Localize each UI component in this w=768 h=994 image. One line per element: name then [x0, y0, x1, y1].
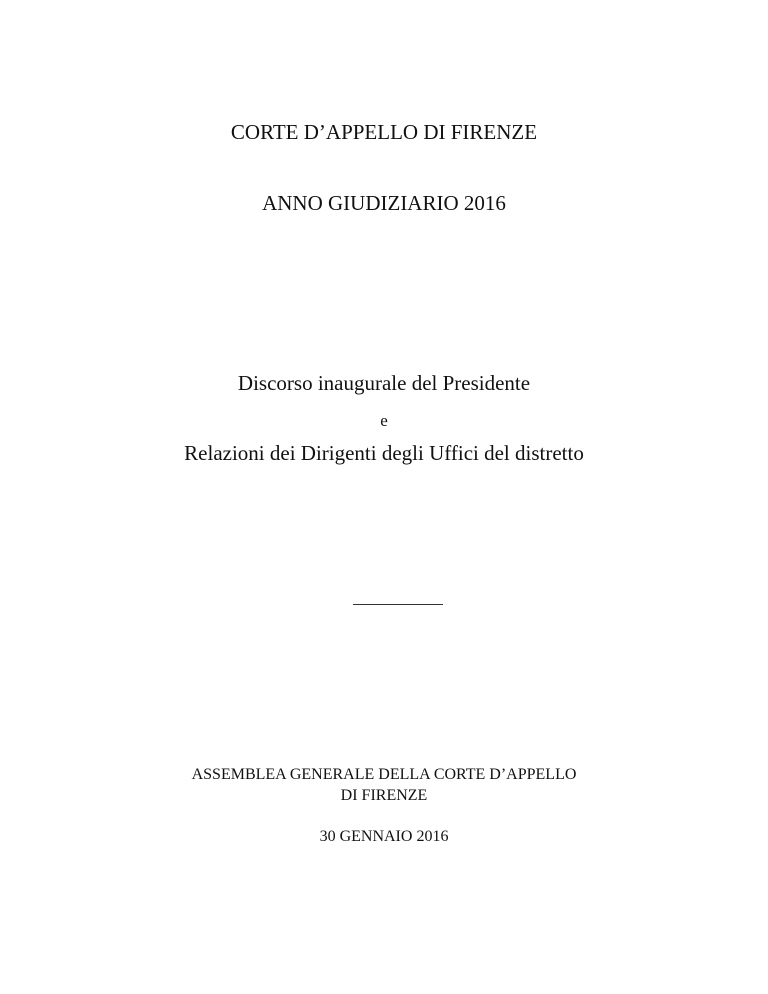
assembly-line-2: DI FIRENZE [340, 787, 428, 804]
assembly-line-1: ASSEMBLEA GENERALE DELLA CORTE D’APPELLO [191, 766, 577, 783]
inaugural-speech-line: Discorso inaugurale del Presidente [237, 371, 531, 395]
conjunction-line: e [380, 411, 388, 430]
section-divider [353, 604, 443, 605]
assembly-date: 30 GENNAIO 2016 [319, 828, 449, 845]
court-title: CORTE D’APPELLO DI FIRENZE [230, 120, 538, 144]
judicial-year-title: ANNO GIUDIZIARIO 2016 [262, 191, 506, 215]
district-reports-line: Relazioni dei Dirigenti degli Uffici del distretto [184, 441, 584, 465]
